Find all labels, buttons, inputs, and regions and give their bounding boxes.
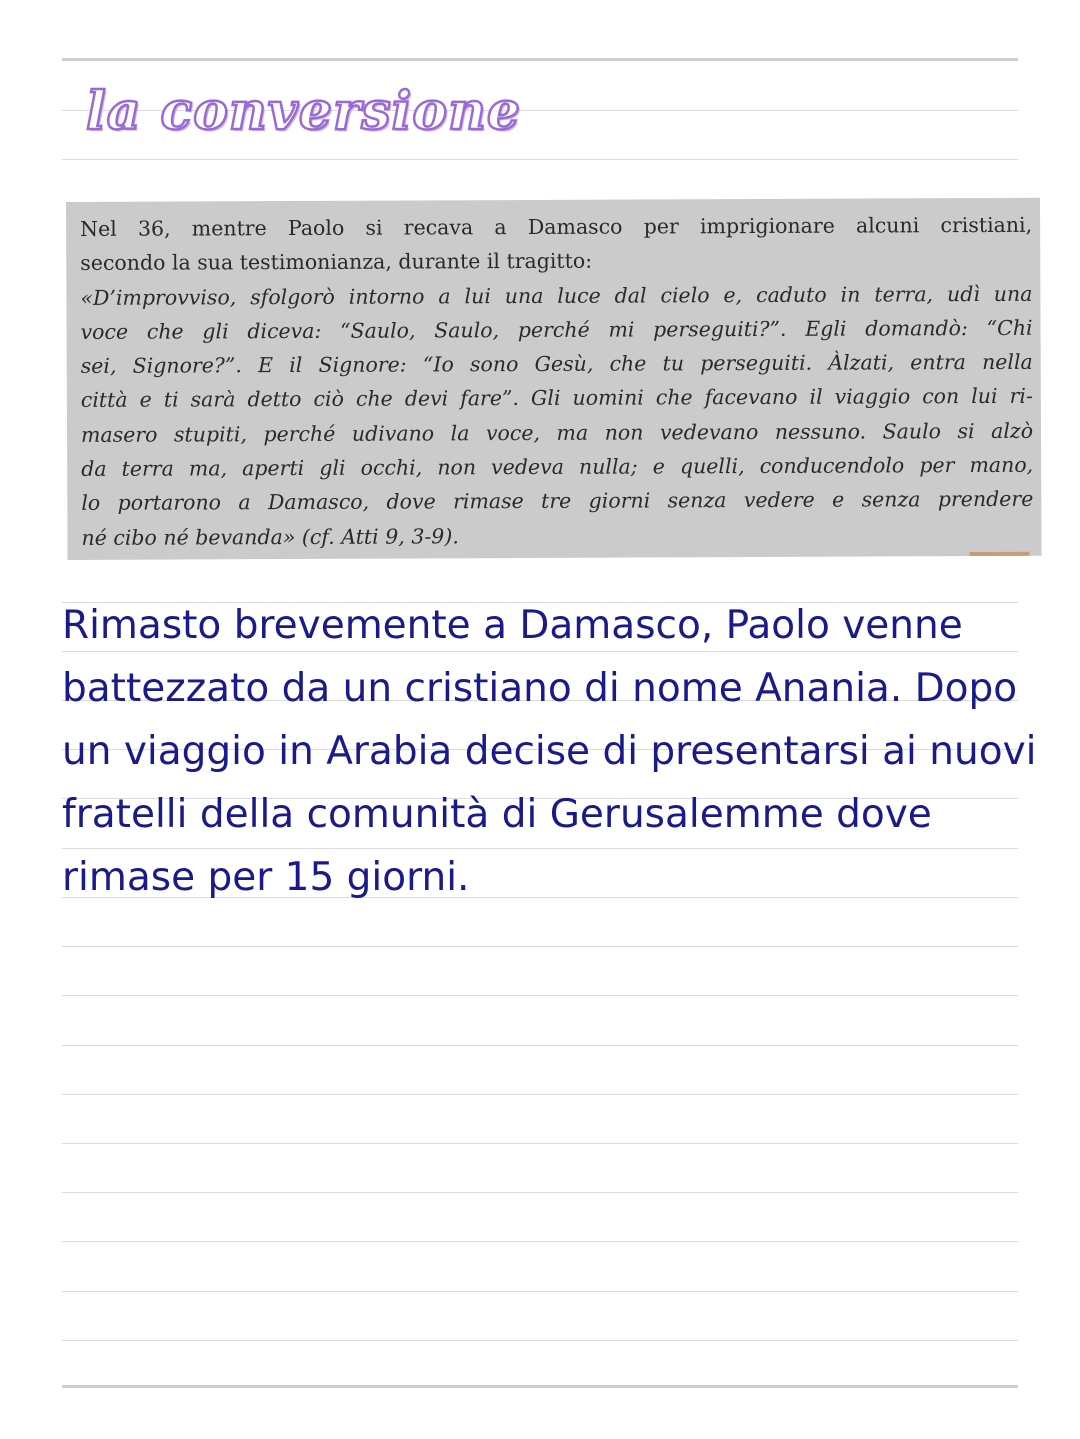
notes-line: rimase per 15 giorni.: [62, 855, 470, 900]
excerpt-quote-line: sei, Signore?”. E il Signore: “Io sono Gesù, che tu perseguiti. Àlzati, entra nella: [80, 349, 1033, 379]
excerpt-quote-line: lo portarono a Damasco, dove rimase tre giorni senza vedere e senza prendere: [81, 487, 1034, 516]
notes-line: battezzato da un cristiano di nome Anania. Dopo: [62, 666, 1018, 711]
excerpt-quote-line: né cibo né bevanda» (cf. Atti 9, 3-9).: [81, 523, 459, 550]
notebook-line: [62, 1291, 1018, 1292]
page-title: la conversione: [86, 81, 522, 142]
notes-line: fratelli della comunità di Gerusalemme dove: [62, 792, 932, 837]
notebook-line: [62, 995, 1018, 996]
notebook-line: [62, 946, 1018, 947]
notebook-line: [62, 1143, 1018, 1144]
excerpt-paragraph: [80, 208, 1033, 555]
notebook-line: [62, 1192, 1018, 1193]
handwritten-notes: [62, 594, 1037, 909]
notebook-line: [62, 1094, 1018, 1095]
excerpt-quote-line: voce che gli diceva: “Saulo, Saulo, perché mi perseguiti?”. Egli domandò: “Chi: [80, 315, 1033, 344]
excerpt-quote-line: città e ti sarà detto ciò che devi fare”. Gli uomini che facevano il viaggio con lui ri-: [80, 384, 1033, 413]
notebook-line: [62, 159, 1018, 160]
page-bottom-border: [62, 1385, 1018, 1388]
excerpt-quote-line: da terra ma, aperti gli occhi, non vedeva nulla; e quelli, conducendolo per mano,: [81, 452, 1034, 482]
excerpt-quote-line: «D’improvviso, sfolgorò intorno a lui una luce dal cielo e, caduto in terra, udì una: [80, 281, 1033, 310]
notebook-line: [62, 1340, 1018, 1341]
notes-line: Rimasto brevemente a Damasco, Paolo venne: [62, 603, 963, 648]
notebook-line: [62, 1045, 1018, 1046]
excerpt-quote-line: masero stupiti, perché udivano la voce, ma non vedevano nessuno. Saulo si alzò: [80, 418, 1034, 447]
book-excerpt-image: [66, 198, 1042, 560]
excerpt-line: secondo la sua testimonianza, durante il tragitto:: [80, 249, 593, 276]
excerpt-page-tab: [970, 552, 1030, 556]
notes-line: un viaggio in Arabia decise di presentarsi ai nuovi: [62, 729, 1037, 774]
excerpt-line: Nel 36, mentre Paolo si recava a Damasco per imprigionare alcuni cristiani,: [80, 212, 1033, 241]
page-top-border: [62, 58, 1018, 61]
notebook-line: [62, 1241, 1018, 1242]
